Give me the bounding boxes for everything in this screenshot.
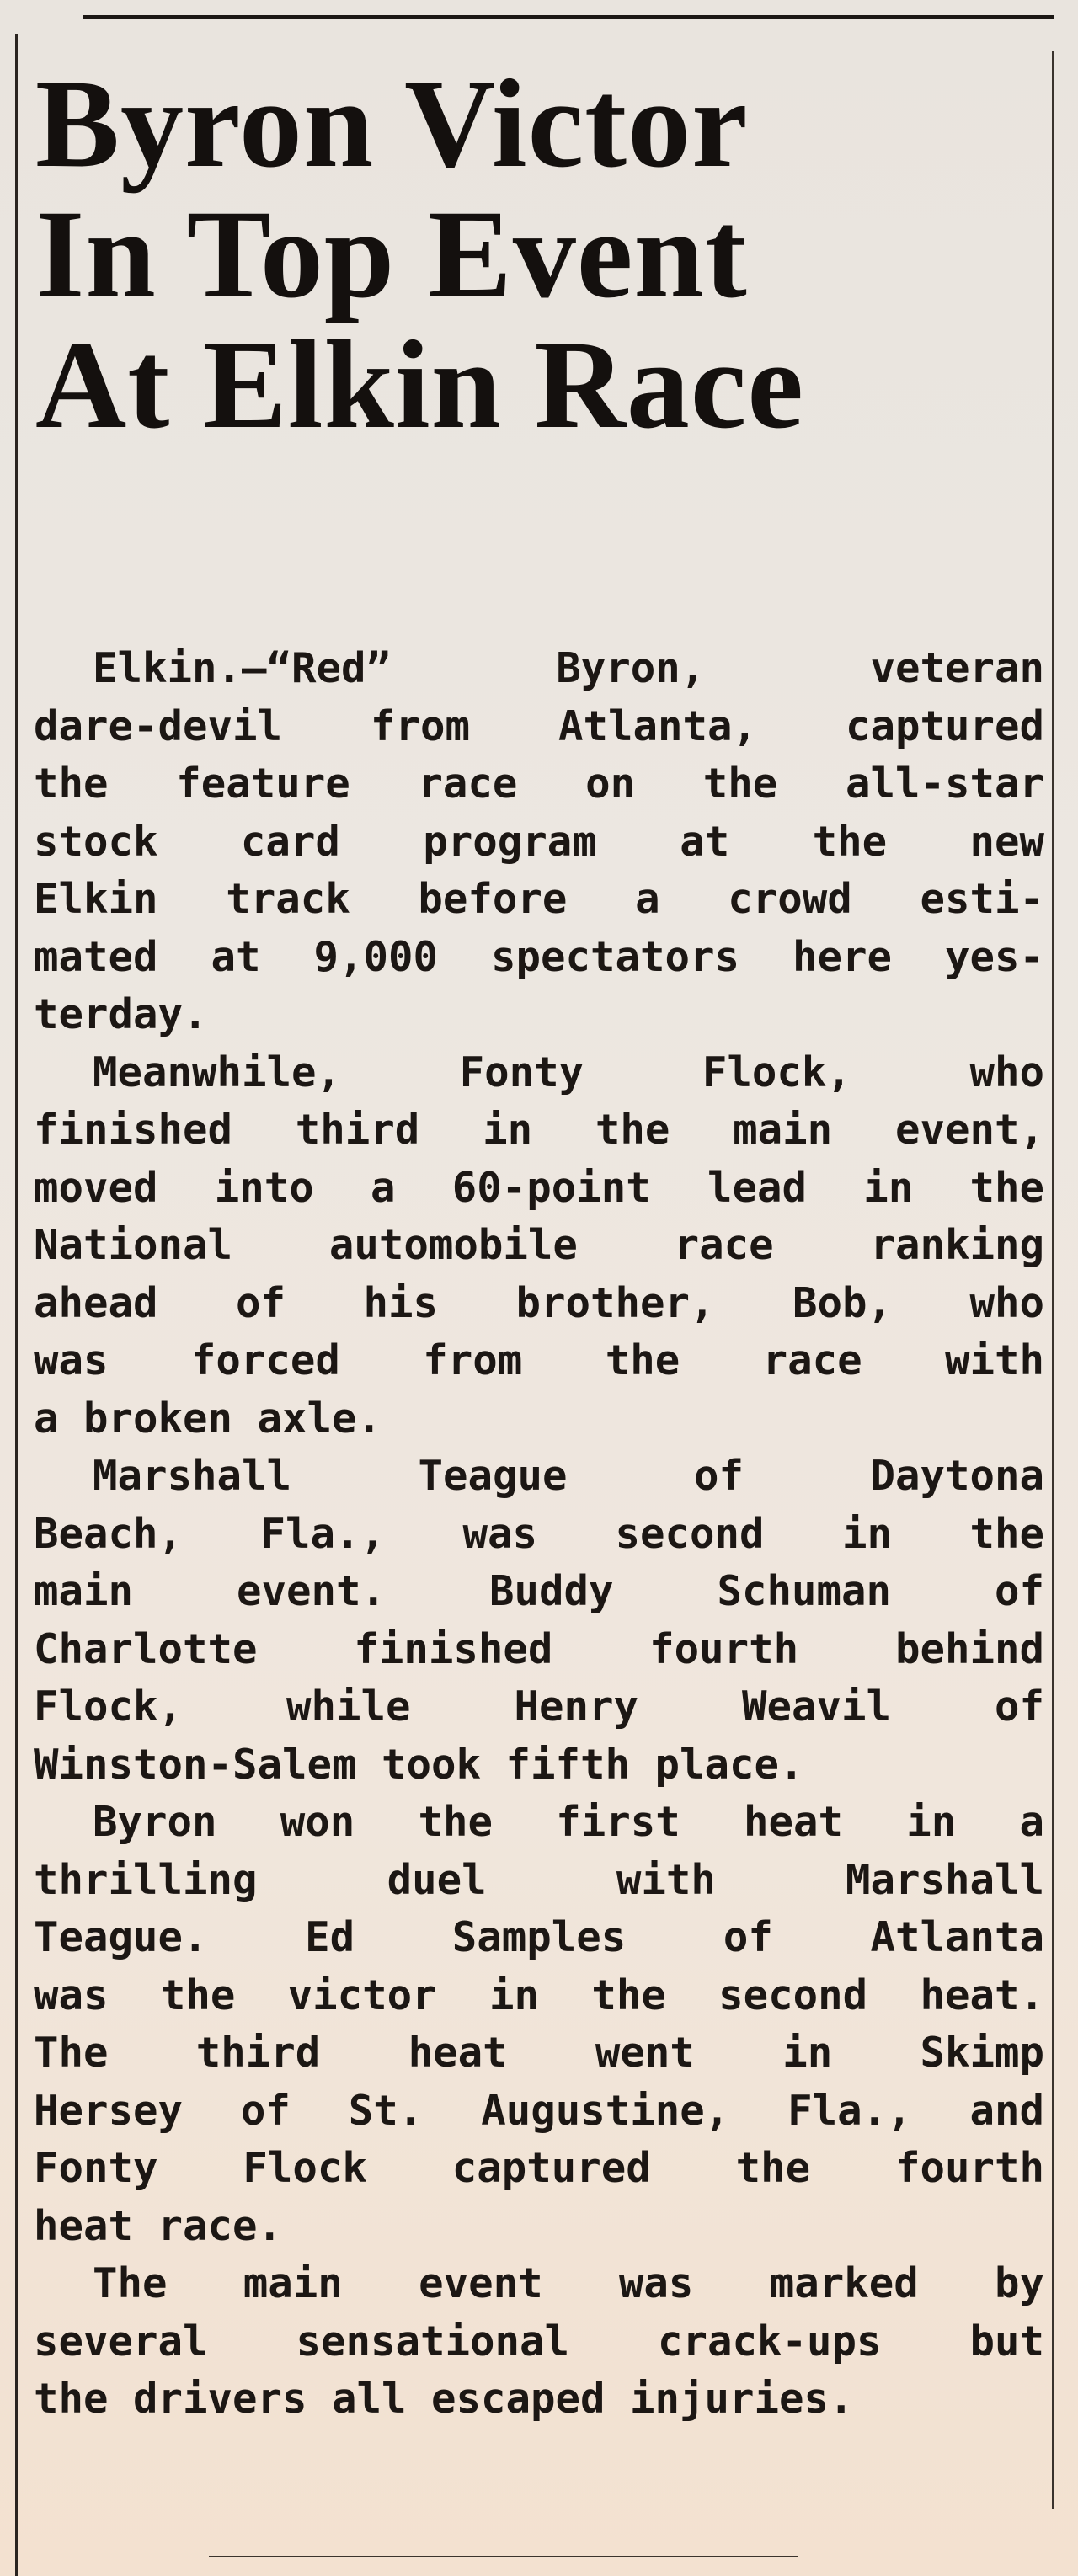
text-line: Beach, Fla., was second in the	[34, 1509, 1044, 1558]
text-line: ahead of his brother, Bob, who	[34, 1278, 1044, 1327]
text-line: finished third in the main event,	[34, 1106, 1044, 1154]
text-line: Teague. Ed Samples of Atlanta	[34, 1913, 1044, 1961]
paragraph-3	[34, 1448, 1044, 1794]
text-line: The main event was marked by	[93, 2259, 1044, 2307]
text-line: several sensational crack-ups but	[34, 2317, 1044, 2365]
text-line: Fonty Flock captured the fourth	[34, 2144, 1044, 2192]
text-line: Meanwhile, Fonty Flock, who	[93, 1048, 1044, 1096]
text-line: Marshall Teague of Daytona	[93, 1452, 1044, 1500]
headline-line-2: In Top Event	[35, 184, 748, 324]
text-line: The third heat went in Skimp	[34, 2029, 1044, 2077]
paragraph-1	[34, 640, 1044, 1044]
text-line: stock card program at the new	[34, 817, 1044, 866]
text-line: heat race.	[34, 2201, 283, 2250]
text-line: a broken axle.	[34, 1394, 382, 1443]
text-line: mated at 9,000 spectators here yes-	[34, 932, 1044, 981]
text-line: the drivers all escaped injuries.	[34, 2375, 854, 2423]
text-line: was the victor in the second heat.	[34, 1971, 1044, 2019]
article-body	[34, 640, 1044, 2429]
text-line: moved into a 60-point lead in the	[34, 1163, 1044, 1212]
top-rule	[83, 15, 1054, 19]
left-column-rule	[15, 34, 18, 2576]
headline	[35, 54, 804, 455]
text-line: Charlotte finished fourth behind	[34, 1624, 1044, 1673]
text-line: was forced from the race with	[34, 1336, 1044, 1384]
paragraph-2	[34, 1044, 1044, 1448]
text-line: Hersey of St. Augustine, Fla., and	[34, 2086, 1044, 2135]
text-line: Winston-Salem took fifth place.	[34, 1740, 804, 1789]
text-line: dare-devil from Atlanta, captured	[34, 701, 1044, 750]
newspaper-clipping	[15, 0, 1054, 2576]
text-line: Byron won the first heat in a	[93, 1798, 1044, 1846]
text-line: Elkin track before a crowd esti-	[34, 875, 1044, 923]
text-line: the feature race on the all-star	[34, 760, 1044, 808]
text-line: Flock, while Henry Weavil of	[34, 1683, 1044, 1731]
headline-line-3: At Elkin Race	[35, 315, 804, 455]
text-line: Elkin.—“Red” Byron, veteran	[93, 644, 1044, 692]
text-line: terday.	[34, 990, 208, 1038]
paragraph-5	[34, 2255, 1044, 2429]
text-line: National automobile race ranking	[34, 1221, 1044, 1269]
paragraph-4	[34, 1794, 1044, 2255]
headline-line-1: Byron Victor	[35, 54, 749, 194]
text-line: main event. Buddy Schuman of	[34, 1567, 1044, 1615]
text-line: thrilling duel with Marshall	[34, 1855, 1044, 1904]
right-column-rule	[1052, 51, 1054, 2509]
bottom-rule	[209, 2556, 798, 2557]
